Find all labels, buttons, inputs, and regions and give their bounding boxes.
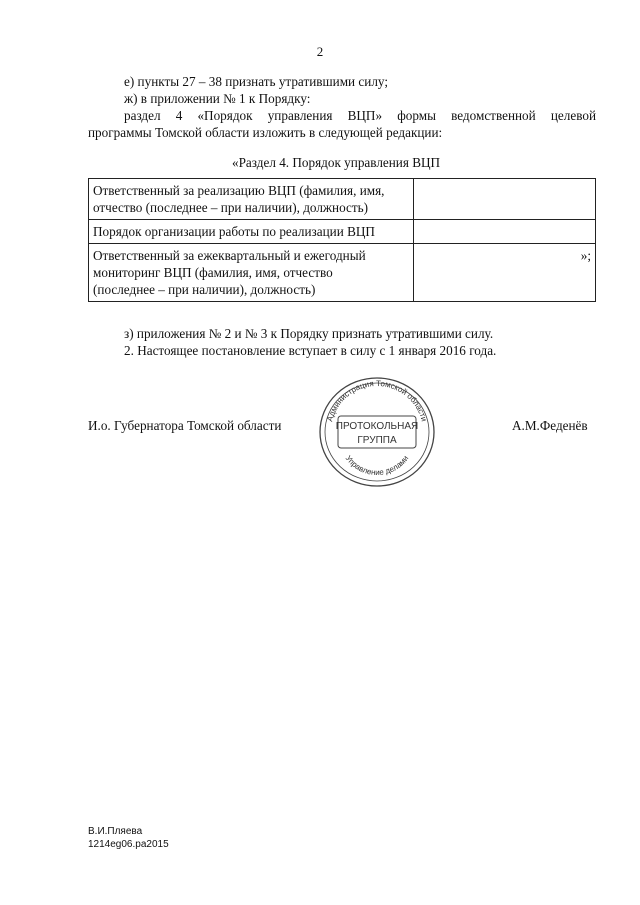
stamp-center-line-1: ПРОТОКОЛЬНАЯ — [335, 421, 419, 432]
table-cell-value — [414, 220, 596, 244]
official-stamp — [312, 373, 442, 491]
table-cell-label: Ответственный за реализацию ВЦП (фамилия, имя, отчество (последнее – при наличии), должность) — [89, 179, 414, 220]
item-z: з) приложения № 2 и № 3 к Порядку признать утратившими силу. — [124, 326, 494, 341]
section-line-2: программы Томской области изложить в следующей редакции: — [88, 125, 443, 140]
footer-doc-code: 1214eg06.pa2015 — [88, 839, 169, 850]
table-row — [89, 244, 596, 302]
section-table — [88, 178, 596, 302]
stamp-ring-bottom-text: Управление делами — [343, 453, 411, 478]
table-cell-label: Порядок организации работы по реализации ВЦП — [89, 220, 414, 244]
table-cell-value — [414, 179, 596, 220]
table-row — [89, 179, 596, 220]
page-number: 2 — [316, 44, 324, 59]
signature-name: А.М.Феденёв — [512, 418, 588, 433]
stamp-center-line-2: ГРУППА — [357, 435, 397, 446]
item-2: 2. Настоящее постановление вступает в силу с 1 января 2016 года. — [124, 343, 497, 358]
signature-title: И.о. Губернатора Томской области — [88, 418, 282, 433]
table-cell-label: Ответственный за ежеквартальный и ежегодный мониторинг ВЦП (фамилия, имя, отчество (последнее – при наличии), должность) — [89, 244, 414, 302]
table-row — [89, 220, 596, 244]
item-zh: ж) в приложении № 1 к Порядку: — [124, 91, 311, 106]
footer-author: В.И.Пляева — [88, 826, 143, 837]
stamp-ring-top-text: Администрация Томской области — [325, 378, 429, 423]
section-line-1: раздел 4 «Порядок управления ВЦП» формы ведомственной целевой — [124, 108, 596, 123]
table-cell-value: »; — [414, 244, 596, 302]
item-e: е) пункты 27 – 38 признать утратившими силу; — [124, 74, 388, 89]
table-heading: «Раздел 4. Порядок управления ВЦП — [232, 155, 441, 170]
